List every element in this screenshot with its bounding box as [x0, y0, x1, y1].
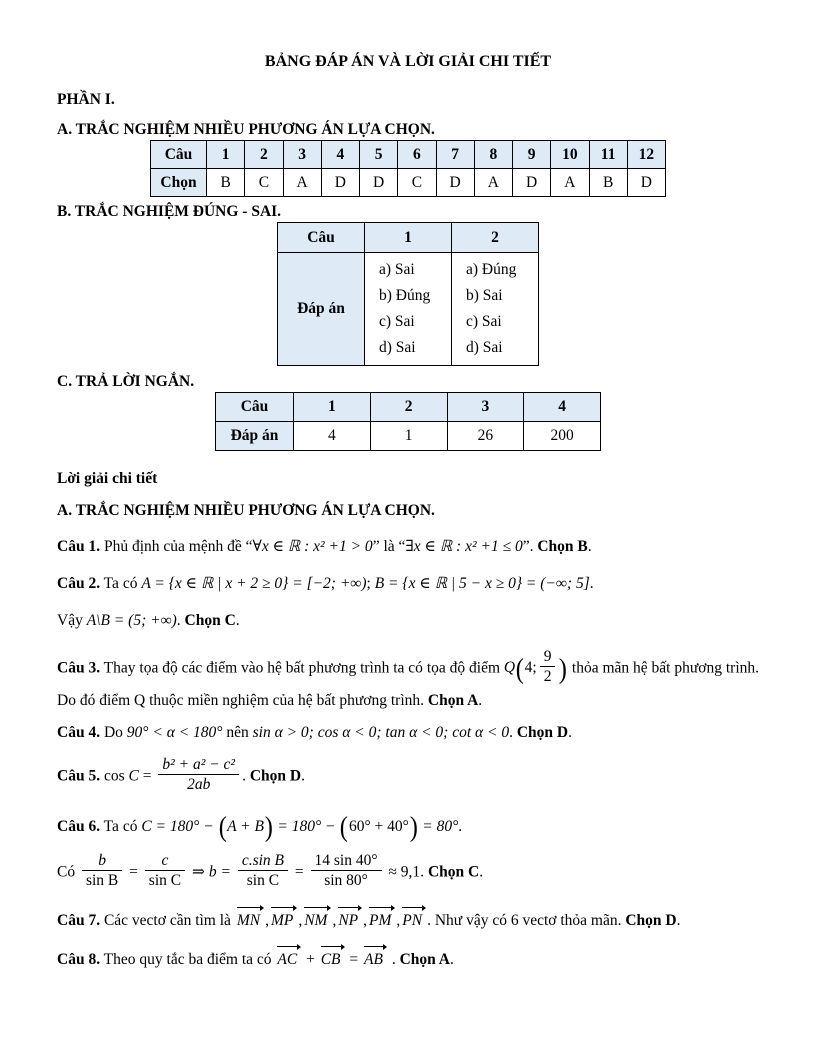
- text: ”.: [522, 538, 538, 555]
- fraction: [540, 647, 556, 687]
- math-expression: ∀x ∈ ℝ : x² +1 > 0: [252, 538, 373, 555]
- table-header-cell: 8: [474, 141, 512, 169]
- math-operator: =: [291, 863, 308, 881]
- choose-answer: Chọn C: [184, 612, 236, 630]
- answer-cell: [365, 253, 452, 366]
- fraction: [82, 851, 122, 891]
- text: .: [301, 767, 305, 785]
- fraction-denominator: sin C: [246, 871, 280, 889]
- fraction-numerator: b² + a² − c²: [158, 755, 239, 775]
- math-operator: =: [125, 863, 142, 881]
- math-expression: A = {x ∈ ℝ | x + 2 ≥ 0} = [−2; +∞): [141, 575, 367, 593]
- solution-q3: [57, 649, 759, 713]
- table-header-row: [151, 141, 666, 169]
- question-label: Câu 7.: [57, 912, 101, 930]
- answer-cell: [452, 253, 539, 366]
- text: ” là “: [372, 538, 406, 555]
- table-header-cell: 1: [207, 141, 245, 169]
- math-expression: sin α > 0; cos α < 0; tan α < 0; cot α < 0: [252, 723, 510, 741]
- vector-notation: CB: [320, 945, 345, 972]
- vector-notation: MP: [270, 906, 297, 933]
- math-expression: = 80°: [418, 817, 459, 835]
- question-label: Câu 2.: [57, 575, 101, 593]
- answer-cell: A: [474, 169, 512, 197]
- fraction: [158, 755, 239, 795]
- answer-line: c) Sai: [379, 313, 415, 330]
- text: Thay tọa độ các điểm vào hệ bất phương trình ta có tọa độ điểm: [100, 659, 504, 677]
- fraction-denominator: sin B: [85, 871, 119, 889]
- table-header-cell: Câu: [278, 223, 365, 253]
- solution-q5: [57, 757, 759, 797]
- text: Vậy: [57, 612, 87, 630]
- text: .: [589, 575, 594, 593]
- text: . Như vậy có 6 vectơ thỏa mãn.: [427, 912, 626, 930]
- answer-cell: B: [589, 169, 627, 197]
- point-name: Q: [503, 659, 516, 677]
- vector-notation: PM: [368, 906, 395, 933]
- text: Ta có: [100, 575, 142, 593]
- solution-q7: [57, 906, 759, 933]
- text: thỏa mãn hệ bất phương trình. Do đó điểm Q thuộc miền nghiệm của hệ bất phương trình.: [57, 659, 759, 709]
- answer-line: a) Sai: [379, 261, 415, 278]
- fraction-numerator: c.sin B: [238, 851, 288, 871]
- text: .: [235, 612, 240, 630]
- fraction: [238, 851, 288, 891]
- table-header-cell: 2: [245, 141, 283, 169]
- table-label-cell: Chọn: [151, 169, 207, 197]
- solution-q2: [57, 572, 759, 596]
- solution-q1: [57, 535, 759, 559]
- table-header-cell: 3: [283, 141, 321, 169]
- answer-cell: A: [283, 169, 321, 197]
- fraction: [145, 851, 185, 891]
- table-header-cell: 12: [627, 141, 665, 169]
- math-expression: ≈ 9,1: [384, 863, 421, 881]
- fraction-denominator: sin C: [148, 871, 182, 889]
- math-expression: C: [128, 767, 139, 785]
- fraction-numerator: b: [82, 851, 122, 871]
- table-header-cell: 7: [436, 141, 474, 169]
- math-expression: 4;: [524, 659, 537, 677]
- table-answer-row: [216, 422, 601, 451]
- choose-answer: Chọn A: [427, 691, 479, 709]
- math-function: cos: [100, 767, 129, 785]
- fraction-denominator: sin 80°: [324, 871, 368, 889]
- text: ,: [265, 912, 269, 930]
- choose-answer: Chọn A: [399, 951, 450, 969]
- answer-cell: A: [551, 169, 589, 197]
- text: .: [458, 817, 463, 835]
- answer-cell: 26: [447, 422, 524, 451]
- answer-line: d) Sai: [379, 339, 416, 356]
- fraction-denominator: 2: [543, 668, 552, 686]
- choose-answer: Chọn C: [427, 863, 480, 881]
- question-label: Câu 6.: [57, 817, 101, 835]
- text: .: [568, 723, 572, 741]
- table-header-cell: 2: [370, 393, 447, 422]
- answer-cell: D: [436, 169, 474, 197]
- table-answer-row: [151, 169, 666, 197]
- table-header-cell: 6: [398, 141, 436, 169]
- fraction-numerator: 9: [540, 647, 556, 667]
- text: .: [587, 538, 592, 555]
- table-header-cell: 9: [513, 141, 551, 169]
- table-header-cell: 1: [294, 393, 371, 422]
- choose-answer: Chọn D: [625, 912, 677, 930]
- solutions-heading: Lời giải chi tiết: [57, 470, 158, 487]
- answer-line: a) Đúng: [466, 261, 517, 278]
- text: .: [478, 691, 483, 709]
- vector-notation: NP: [337, 906, 362, 933]
- fraction-numerator: c: [145, 851, 185, 871]
- text: ,: [298, 912, 303, 930]
- answer-cell: D: [360, 169, 398, 197]
- tf-answer-table: [277, 222, 539, 366]
- table-header-cell: 10: [551, 141, 589, 169]
- table-header-cell: 1: [365, 223, 452, 253]
- section-b-heading: B. TRẮC NGHIỆM ĐÚNG - SAI.: [57, 203, 282, 220]
- math-expression: ∃x ∈ ℝ : x² +1 ≤ 0: [405, 538, 523, 555]
- solution-q6: Câu 6. Ta có C = 180° − (A + B) = 180° − (60° + 40°) = 80°.: [57, 811, 463, 844]
- mc-answer-table: [150, 140, 666, 197]
- section-a-solutions-heading: A. TRẮC NGHIỆM NHIỀU PHƯƠNG ÁN LỰA CHỌN.: [57, 502, 435, 519]
- question-label: Câu 8.: [57, 951, 101, 969]
- choose-answer: Chọn D: [516, 723, 569, 741]
- question-label: Câu 4.: [57, 723, 101, 741]
- answer-cell: 200: [524, 422, 601, 451]
- text: nên: [222, 723, 253, 741]
- vector-notation: PN: [401, 906, 426, 933]
- short-answer-table: [215, 392, 601, 451]
- math-operator: +: [302, 951, 319, 969]
- math-expression: 90° < α < 180°: [126, 723, 223, 741]
- text: .: [420, 863, 428, 881]
- table-header-cell: 5: [360, 141, 398, 169]
- answer-cell: B: [207, 169, 245, 197]
- answer-cell: 4: [294, 422, 371, 451]
- implies-arrow: ⇒: [188, 863, 209, 881]
- table-header-cell: 4: [321, 141, 359, 169]
- vector-notation: MN: [236, 906, 264, 933]
- answer-cell: 1: [370, 422, 447, 451]
- answer-cell: D: [627, 169, 665, 197]
- table-label-cell: Đáp án: [216, 422, 294, 451]
- math-expression: b =: [208, 863, 235, 881]
- text: .: [387, 951, 400, 969]
- answer-cell: C: [245, 169, 283, 197]
- table-header-cell: Câu: [151, 141, 207, 169]
- question-label: Câu 1.: [57, 538, 101, 555]
- answer-cell: D: [513, 169, 551, 197]
- text: Do: [100, 723, 127, 741]
- text: ;: [366, 575, 375, 593]
- section-c-heading: C. TRẢ LỜI NGẮN.: [57, 373, 195, 390]
- text: ,: [396, 912, 401, 930]
- fraction-denominator: 2ab: [187, 776, 211, 794]
- text: Ta có: [100, 817, 142, 835]
- text: .: [450, 951, 454, 969]
- math-expression: B = {x ∈ ℝ | 5 − x ≥ 0} = (−∞; 5]: [374, 575, 590, 593]
- page-title: BẢNG ĐÁP ÁN VÀ LỜI GIẢI CHI TIẾT: [264, 53, 552, 70]
- text: Có: [57, 863, 79, 881]
- table-header-cell: 11: [589, 141, 627, 169]
- math-expression: = 180° −: [273, 817, 340, 835]
- math-expression: C = 180° −: [141, 817, 218, 835]
- table-header-cell: 2: [452, 223, 539, 253]
- text: ,: [332, 912, 337, 930]
- choose-answer: Chọn D: [249, 767, 302, 785]
- solution-q8: [57, 945, 759, 972]
- question-label: Câu 5.: [57, 767, 101, 785]
- fraction: [311, 851, 382, 891]
- answer-line: b) Sai: [466, 287, 503, 304]
- part-heading: PHẦN I.: [57, 91, 115, 108]
- question-label: Câu 3.: [57, 659, 101, 677]
- vector-notation: NM: [303, 906, 331, 933]
- text: .: [509, 723, 517, 741]
- table-header-row: [278, 223, 539, 253]
- table-header-cell: Câu: [216, 393, 294, 422]
- table-header-cell: 4: [524, 393, 601, 422]
- table-header-cell: 3: [447, 393, 524, 422]
- solution-q2-conclusion: [57, 609, 759, 633]
- text: Các vectơ cần tìm là: [100, 912, 235, 930]
- solution-q4: [57, 721, 759, 745]
- math-operator: =: [345, 951, 363, 969]
- text: Phủ định của mệnh đề “: [100, 538, 253, 555]
- math-expression: Q(4; $\frac{9}{2}$ ): [503, 648, 568, 686]
- math-expression: 60° + 40°: [348, 817, 409, 835]
- text: ,: [363, 912, 368, 930]
- text: .: [176, 612, 185, 630]
- answer-cell: C: [398, 169, 436, 197]
- section-a-heading: A. TRẮC NGHIỆM NHIỀU PHƯƠNG ÁN LỰA CHỌN.: [57, 121, 435, 138]
- text: .: [242, 767, 250, 785]
- answer-line: b) Đúng: [379, 287, 431, 304]
- vector-notation: AC: [276, 945, 301, 972]
- text: .: [479, 863, 484, 881]
- choose-answer: Chọn B: [537, 538, 588, 555]
- math-expression: A\B = (5; +∞): [86, 612, 177, 630]
- math-operator: =: [138, 767, 156, 785]
- table-header-row: [216, 393, 601, 422]
- vector-notation: AB: [363, 945, 387, 972]
- table-label-cell: Đáp án: [278, 253, 365, 366]
- answer-line: c) Sai: [466, 313, 502, 330]
- math-expression: A + B: [227, 817, 264, 835]
- text: .: [676, 912, 681, 930]
- answer-line: d) Sai: [466, 339, 503, 356]
- fraction-numerator: 14 sin 40°: [311, 851, 382, 871]
- solution-q6-sine-rule: [57, 853, 759, 893]
- table-answer-row: [278, 253, 539, 366]
- answer-cell: D: [321, 169, 359, 197]
- text: Theo quy tắc ba điểm ta có: [100, 951, 276, 969]
